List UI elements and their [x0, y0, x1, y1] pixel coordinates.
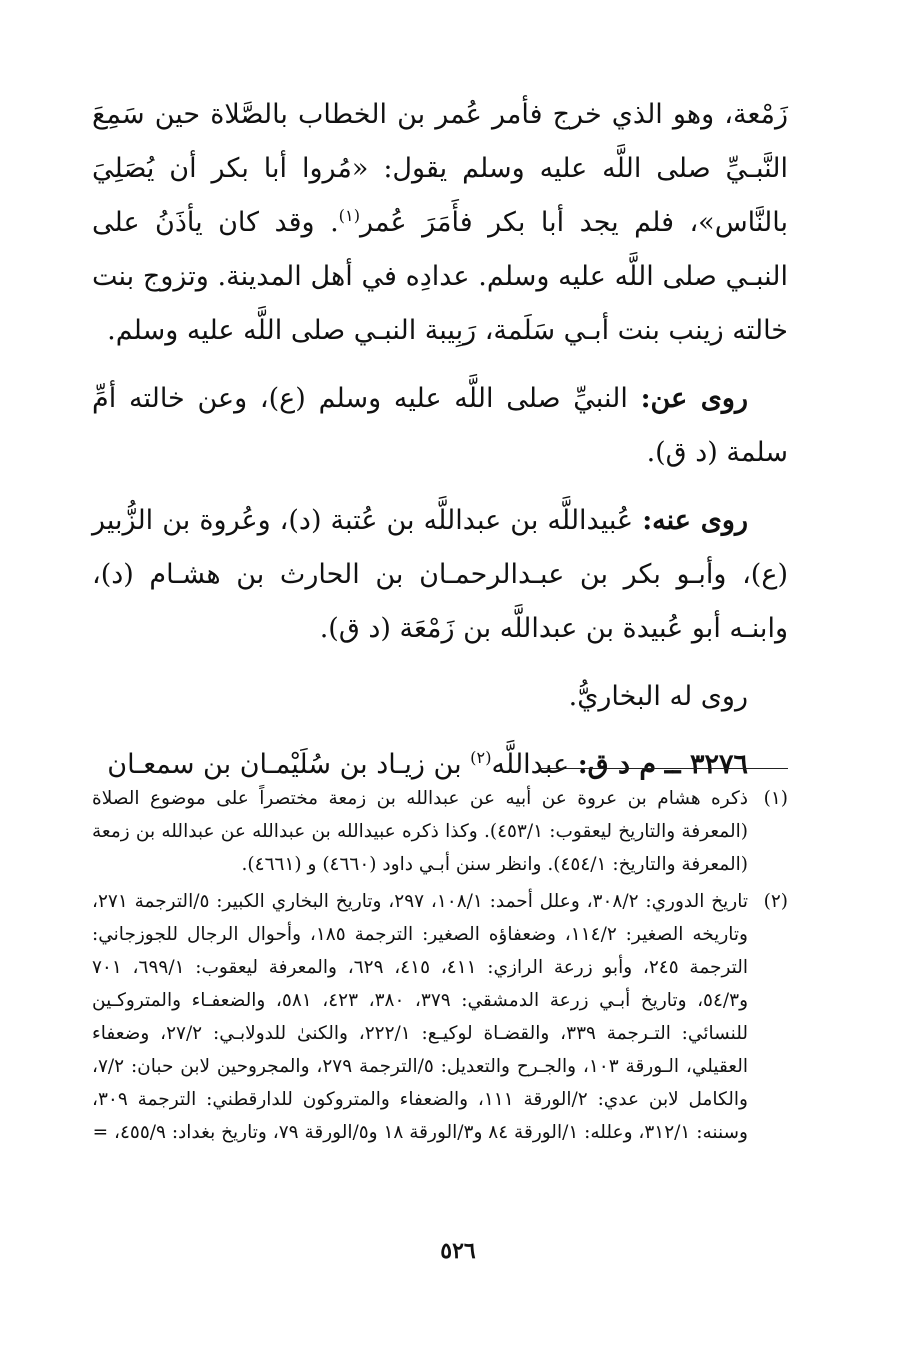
narrated-by-label: روى عنه:	[642, 505, 748, 536]
footnote-text: تاريخ الدوري: ٣٠٨/٢، وعلل أحمد: ١٠٨/١، ٢٩٧، وتاريخ البخاري الكبير: ٥/الترجمة ٢٧١، وتاريخه الصغير: ١١٤/٢، وضعفاؤه الصغير: الترجمة ١٨٥، وأحوال الرجال للجوزجاني: الترجمة ٢٤٥، وأبو زرعة الرازي: ٤١١، ٤١٥، ٦٢٩، والمعرفة ليعقوب: ٦٩٩/١، ٧٠١ و٥٤/٣، وتاريخ أبـي زرعة الدمشقي: ٣٧٩، ٣٨٠، ٤٢٣، ٥٨١، والضعفـاء والمتروكـين للنسائي: التـرجمة ٣٣٩، والقضـاة لوكيـع: ٢٢٢/١، والكنىٰ للدولابـي: ٢٧/٢، وضعفاء العقيلي، الـورقة ١٠٣، والجـرح والتعديل: ٥/الترجمة ٢٧٩، والمجروحين لابن حبان: ٧/٢، والكامل لابن عدي: ٢/الورقة ١١١، والضعفاء والمتروكون للدارقطني: الترجمة ٣٠٩، وسننه: ٣١٢/١، وعلله: ١/الورقة ٨٤ و٣/الورقة ١٨ و٥/الورقة ٧٩، وتاريخ بغداد: ٤٥٥/٩، =	[92, 891, 749, 1143]
footnote-mark: (٢)	[763, 891, 788, 912]
footnote-reference-2: (٢)	[470, 748, 492, 767]
narrated-from-text: النبيِّ صلى اللَّه عليه وسلم (ع)، وعن خالته أمِّ سلمة (د ق).	[92, 383, 788, 468]
paragraph-narrated-from	[92, 372, 788, 480]
footnote-reference-1: (١)	[338, 206, 361, 225]
main-text	[92, 88, 788, 792]
footnote-mark: (١)	[763, 788, 788, 809]
entry-name: عبداللَّه	[491, 749, 578, 780]
entry-name-continued: بن زيـاد بن سُلَيْمـان بن سمعـان	[107, 749, 471, 780]
narrated-from-label: روى عن:	[640, 383, 748, 414]
entry-number: ٣٢٧٦ ــ	[664, 749, 748, 780]
footnotes	[92, 782, 788, 1149]
paragraph-transmitted-by: روى له البخاريُّ.	[568, 681, 748, 712]
page-number: ٥٢٦	[440, 1238, 476, 1264]
footnote-1	[92, 782, 788, 881]
footnote-separator	[540, 768, 788, 769]
footnote-text: ذكره هشام بن عروة عن أبيه عن عبدالله بن زمعة مختصراً على موضوع الصلاة (المعرفة والتاريخ ليعقوب: ٤٥٣/١). وكذا ذكره عبيدالله بن عبدالله عن عبدالله بن زمعة (المعرفة والتاريخ: ٤٥٤/١). وانظر سنن أبـي داود (٤٦٦٠) و (٤٦٦١).	[92, 788, 748, 875]
paragraph-narrated-by	[92, 494, 788, 656]
paragraph-biography	[92, 88, 788, 358]
paragraph-text: زَمْعة، وهو الذي خرج فأمر عُمر بن الخطاب بالصَّلاة حين سَمِعَ النَّبـيِّ صلى اللَّه عليه وسلم يقول: «مُروا أبا بكر أن يُصَلِيَ بالنَّاس»، فلم يجد أبا بكر فأَمَرَ عُمر	[92, 99, 788, 238]
entry-code: م د ق:	[577, 749, 657, 780]
narrated-by-text: عُبيداللَّه بن عبداللَّه بن عُتبة (د)، وعُروة بن الزُّبير (ع)، وأبـو بكر بن عبـدالرحمـان بن الحارث بن هشـام (د)، وابنـه أبو عُبيدة بن عبداللَّه بن زَمْعَة (د ق).	[92, 505, 788, 644]
paragraph-text-continued: . وقد كان يأذَنُ على النبـي صلى اللَّه عليه وسلم. عدادِه في أهل المدينة. وتزوج بنت خالته زينب بنت أبـي سَلَمة، رَبِيبة النبـي صلى اللَّه عليه وسلم.	[92, 207, 788, 346]
footnote-2	[92, 885, 788, 1149]
